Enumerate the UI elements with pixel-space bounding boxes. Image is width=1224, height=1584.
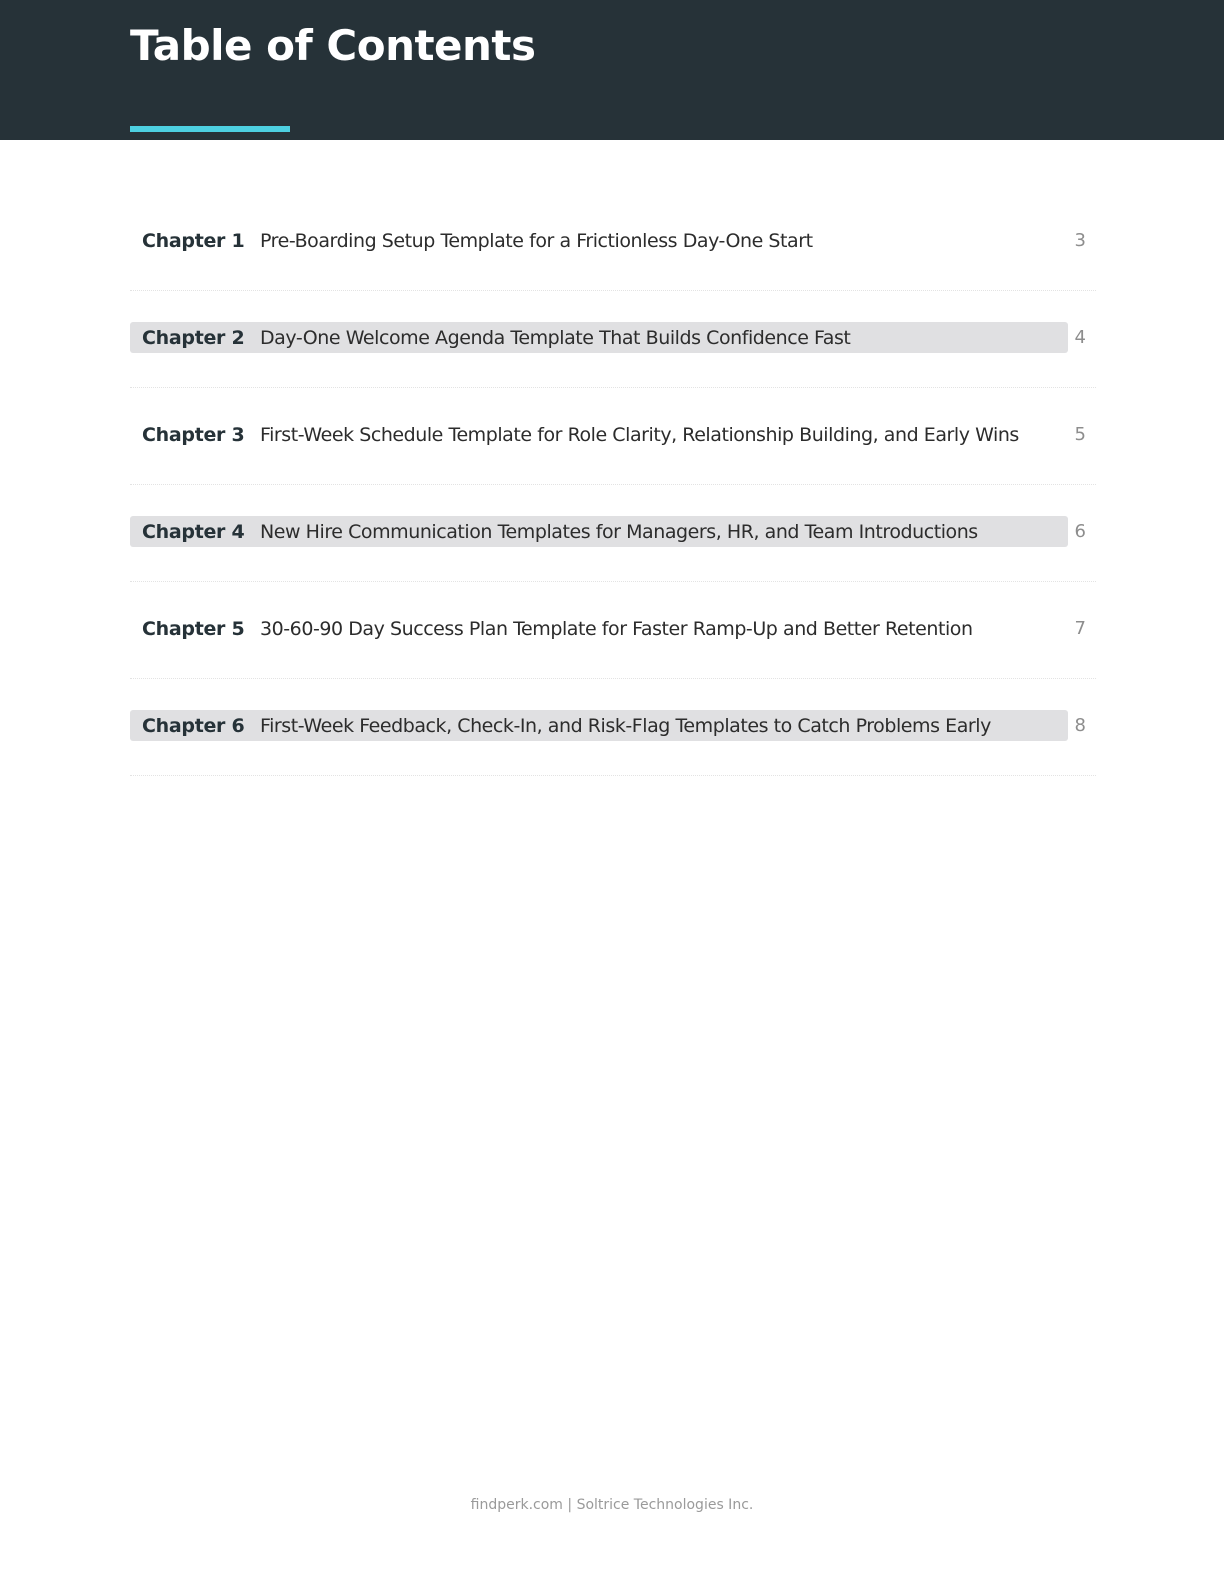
- chapter-number: Chapter 2: [142, 326, 245, 349]
- chapter-number: Chapter 4: [142, 520, 245, 543]
- chapter-number: Chapter 1: [142, 229, 245, 252]
- toc-entry[interactable]: [130, 388, 1096, 485]
- title-accent-bar: [130, 126, 290, 132]
- chapter-title: New Hire Communication Templates for Managers, HR, and Team Introductions: [260, 520, 978, 543]
- page-number: 7: [1074, 618, 1086, 639]
- toc-entry[interactable]: [130, 291, 1096, 388]
- toc-entry[interactable]: [130, 194, 1096, 291]
- page-footer: findperk.com | Soltrice Technologies Inc.: [470, 1497, 754, 1513]
- chapter-number: Chapter 5: [142, 617, 245, 640]
- toc-entry[interactable]: [130, 679, 1096, 776]
- chapter-title: 30-60-90 Day Success Plan Template for Faster Ramp-Up and Better Retention: [260, 617, 973, 640]
- toc-entry-row: [130, 516, 1068, 547]
- table-of-contents: [130, 194, 1096, 776]
- toc-entry-row: [130, 419, 1068, 450]
- toc-entry-row: [130, 613, 1068, 644]
- toc-entry[interactable]: [130, 485, 1096, 582]
- page-header: [0, 0, 1224, 140]
- page-number: 4: [1074, 327, 1086, 348]
- toc-entry[interactable]: [130, 582, 1096, 679]
- chapter-title: First-Week Schedule Template for Role Clarity, Relationship Building, and Early Wins: [260, 423, 1019, 446]
- page-title: Table of Contents: [130, 21, 536, 70]
- chapter-title: Day-One Welcome Agenda Template That Builds Confidence Fast: [260, 326, 851, 349]
- toc-entry-row: [130, 225, 1068, 256]
- chapter-number: Chapter 6: [142, 714, 245, 737]
- page-number: 8: [1074, 715, 1086, 736]
- page-number: 6: [1074, 521, 1086, 542]
- chapter-title: Pre-Boarding Setup Template for a Frictionless Day-One Start: [260, 229, 813, 252]
- toc-entry-row: [130, 710, 1068, 741]
- chapter-title: First-Week Feedback, Check-In, and Risk-Flag Templates to Catch Problems Early: [260, 714, 991, 737]
- chapter-number: Chapter 3: [142, 423, 245, 446]
- page-number: 5: [1074, 424, 1086, 445]
- page-number: 3: [1074, 230, 1086, 251]
- toc-entry-row: [130, 322, 1068, 353]
